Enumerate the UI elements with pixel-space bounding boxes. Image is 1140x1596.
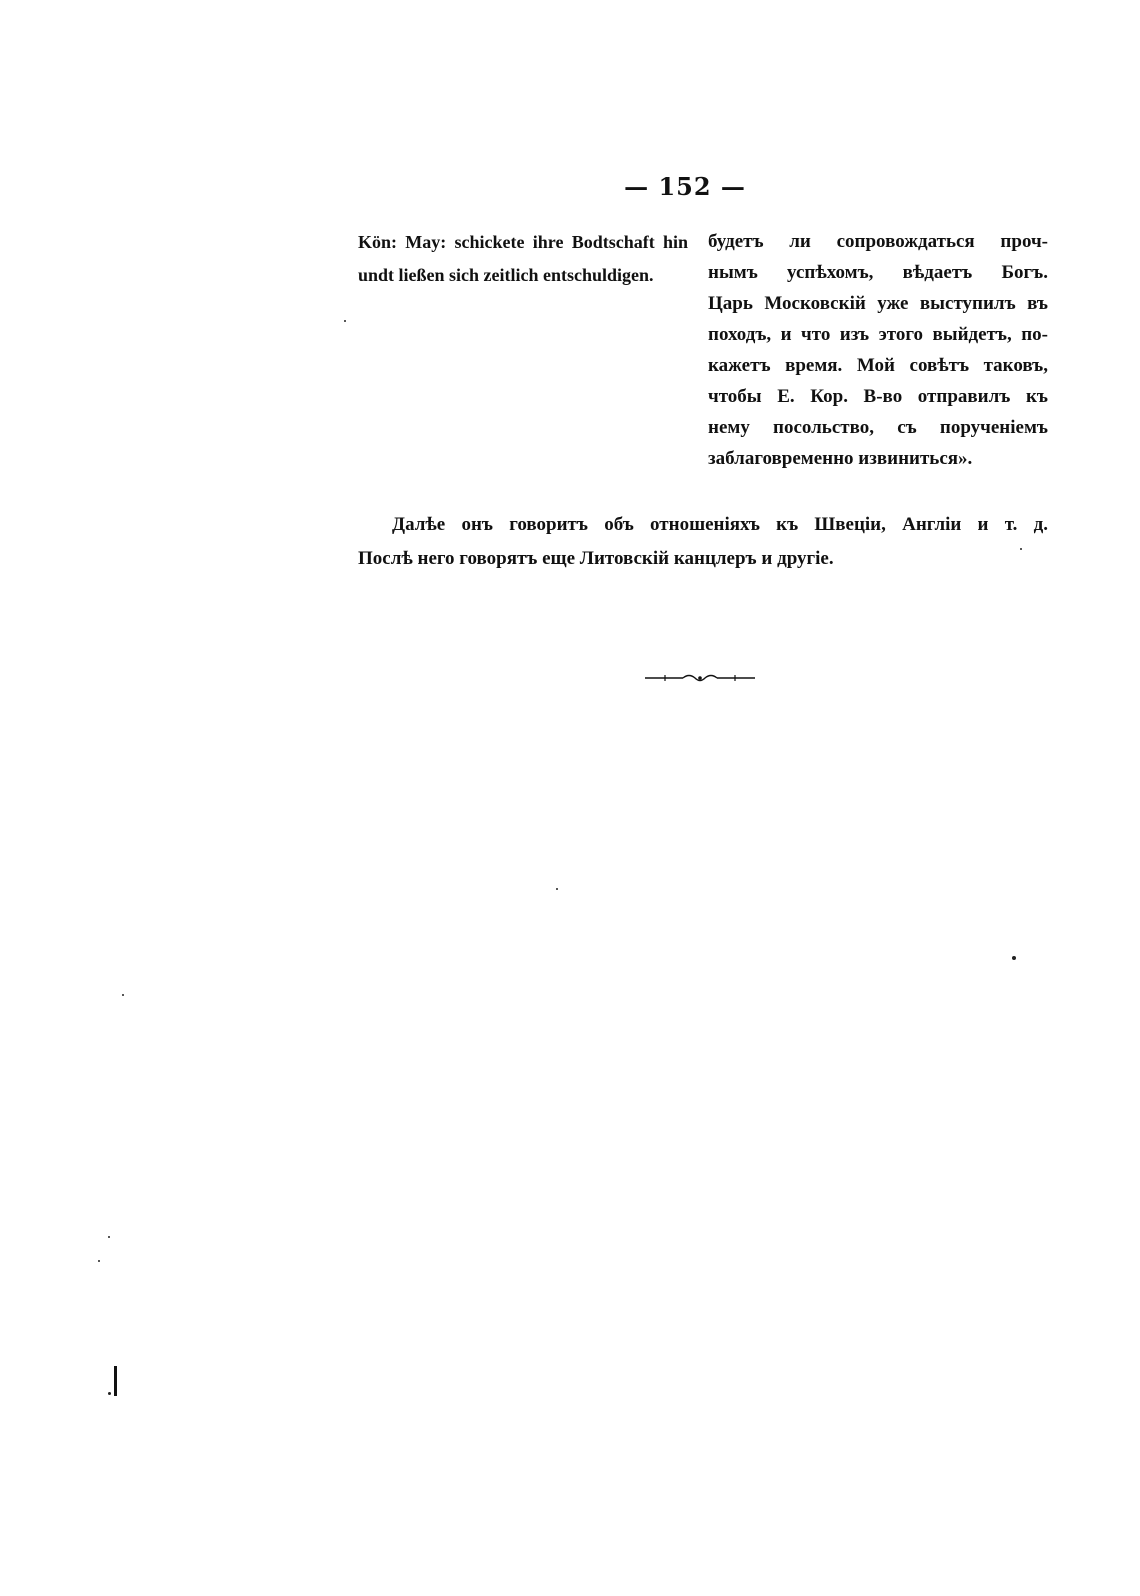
scan-speck (1012, 956, 1016, 960)
right-line-1: будетъ ли сопровождаться проч- (708, 231, 1048, 252)
right-column-russian-text (708, 226, 1048, 474)
scan-speck (108, 1236, 110, 1238)
right-line-5: кажетъ время. Мой совѣтъ таковъ, (708, 355, 1048, 376)
scan-speck (108, 1392, 111, 1395)
scan-mark (114, 1366, 117, 1396)
scan-speck (122, 994, 124, 996)
scan-speck (98, 1260, 100, 1262)
right-line-8: заблаговременно извиниться». (708, 448, 973, 469)
left-line-2: undt ließen sich zeitlich entschuldigen. (358, 265, 654, 285)
right-line-4: походъ, и что изъ этого выйдетъ, по- (708, 324, 1048, 345)
ornament-divider-icon (645, 672, 755, 684)
right-line-2: нымъ успѣхомъ, вѣдаетъ Богъ. (708, 262, 1048, 283)
right-line-6: чтобы Е. Кор. В-во отправилъ къ (708, 386, 1048, 407)
left-column-german-text (358, 226, 688, 292)
paragraph-line-1: Далѣе онъ говоритъ объ отношеніяхъ къ Швеціи, Англіи и т. д. (392, 514, 1048, 535)
page-number: — 152 — (624, 172, 746, 201)
scan-speck (1020, 548, 1022, 550)
right-line-3: Царь Московскій уже выступилъ въ (708, 293, 1048, 314)
scan-speck (556, 888, 558, 890)
left-line-1: Kön: May: schickete ihre Bodtschaft hin (358, 232, 688, 252)
paragraph-line-2: Послѣ него говорятъ еще Литовскій канцлеръ и другіе. (358, 548, 834, 569)
closing-paragraph (358, 508, 1048, 576)
scan-speck (344, 320, 346, 322)
right-line-7: нему посольство, съ порученіемъ (708, 417, 1048, 438)
